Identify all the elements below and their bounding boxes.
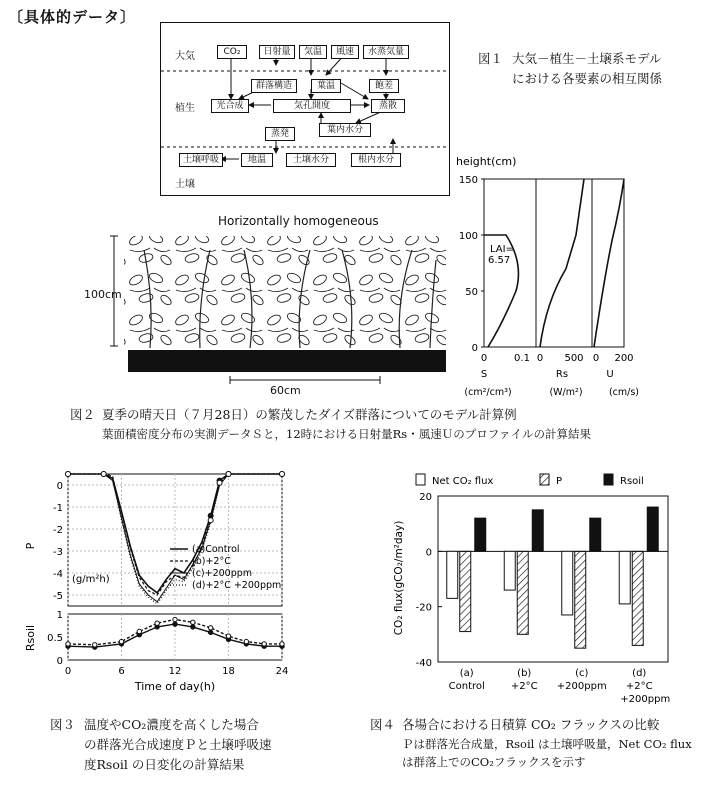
fig4-y-tick: 20 xyxy=(419,492,432,503)
fig4-category-name: +2°C xyxy=(510,681,538,692)
fig3-rsoil-point xyxy=(155,621,159,625)
layer-label-atmosphere: 大気 xyxy=(175,51,195,62)
layer-label-soil: 土壌 xyxy=(175,179,195,190)
fig4-y-tick: 0 xyxy=(425,547,432,559)
fig3-rsoil-point xyxy=(262,642,266,646)
fig4-bar xyxy=(590,518,601,551)
lai-label-2: 6.57 xyxy=(488,255,511,266)
fig4-category-name: +2°C xyxy=(625,681,653,692)
fig1-caption-label: 図１ xyxy=(478,51,504,66)
fig1-diagram xyxy=(160,22,450,196)
box-soil-respiration: 土壌呼吸 xyxy=(179,153,223,167)
fig2-y-tick: 0 xyxy=(471,343,478,354)
fig4-category-name: +200ppm xyxy=(556,681,607,692)
fig3-x-tick: 0 xyxy=(64,666,72,677)
fig3-caption-line3: 度Rsoil の日変化の計算結果 xyxy=(84,757,245,772)
fig4-category-id: (c) xyxy=(575,668,589,679)
fig2-x-tick: 0.1 xyxy=(514,353,530,364)
box-structure: 群落構造 xyxy=(251,79,297,93)
fig4-bar xyxy=(460,551,471,631)
fig3-top-ylabel: P xyxy=(24,542,37,550)
fig3-xlabel: Time of day(h) xyxy=(134,680,216,693)
fig2-x-tick: 0 xyxy=(480,353,488,364)
fig3-legend-label: (a)Control xyxy=(192,544,240,555)
fig4-bar xyxy=(647,507,658,551)
fig2-caption-line1: 夏季の晴天日（７月28日）の繁茂したダイズ群落についてのモデル計算例 xyxy=(102,407,517,422)
fig4-bar xyxy=(532,510,543,551)
fig3-rsoil-point xyxy=(191,620,195,624)
fig4-legend-label: Rsoil xyxy=(620,476,644,487)
box-stomata: 気孔開度 xyxy=(273,99,351,113)
fig3-point xyxy=(226,472,231,477)
fig3-caption-line1: 温度やCO₂濃度を高くした場合 xyxy=(84,717,259,732)
fig2-title: Horizontally homogeneous xyxy=(218,214,379,228)
canopy-width-label: 60cm xyxy=(270,384,301,397)
fig3-rsoil-point xyxy=(173,622,177,626)
fig3-legend-label: (d)+2°C +200ppm xyxy=(192,580,282,591)
fig4-bar xyxy=(632,551,643,645)
unit-u: (cm/s) xyxy=(608,387,640,398)
fig2-y-tick: 150 xyxy=(458,175,478,186)
box-leaf-water: 葉内水分 xyxy=(319,123,371,137)
fig3-x-tick: 12 xyxy=(168,666,182,677)
fig3-bottom-ylabel: Rsoil xyxy=(24,624,37,652)
fig3-unit: (g/m²h) xyxy=(72,574,110,585)
fig4-bar xyxy=(504,551,515,590)
fig2-x-tick: 200 xyxy=(614,353,634,364)
fig3-top-y-tick: -3 xyxy=(53,547,63,558)
box-transpiration: 蒸散 xyxy=(371,99,405,113)
fig3-x-tick: 18 xyxy=(222,666,235,677)
profile-u-curve xyxy=(594,179,624,347)
fig3-rsoil-point xyxy=(119,639,123,643)
fig2-axis-title: height(cm) xyxy=(456,155,517,168)
fig3-bottom-y-tick: 1 xyxy=(56,610,63,621)
fig4-caption-line1: 各場合における日積算 CO₂ フラックスの比較 xyxy=(402,717,660,732)
box-radiation: 日射量 xyxy=(259,45,295,59)
fig3-rsoil-point xyxy=(173,617,177,621)
fig3-legend-label: (c)+200ppm xyxy=(192,568,253,579)
fig3-chart xyxy=(20,466,300,706)
fig3-point xyxy=(66,472,71,477)
fig3-x-tick: 24 xyxy=(275,666,289,677)
fig4-bar xyxy=(517,551,528,634)
profile-rs-curve xyxy=(540,179,584,347)
fig3-top-y-tick: -1 xyxy=(53,503,63,514)
lai-label-1: LAI= xyxy=(490,243,514,255)
fig4-chart xyxy=(382,466,682,706)
fig3-rsoil-point xyxy=(93,643,97,647)
box-vapor: 水蒸気量 xyxy=(363,45,409,59)
fig3-bottom-y-tick: 0.5 xyxy=(47,633,63,644)
panel-name-rs: Rs xyxy=(555,369,569,380)
box-soil-water: 土壌水分 xyxy=(286,153,336,167)
fig3-rsoil-point xyxy=(66,642,70,646)
fig2-x-tick: 0 xyxy=(592,353,600,364)
fig4-y-tick: -20 xyxy=(415,602,432,614)
canopy-illustration xyxy=(80,230,460,390)
fig4-bar xyxy=(475,518,486,551)
fig4-legend-swatch xyxy=(604,474,613,485)
unit-s: (cm²/cm³) xyxy=(464,387,512,398)
fig3-top-y-tick: -5 xyxy=(53,591,63,602)
canopy-foliage xyxy=(124,236,446,346)
box-root-water: 根内水分 xyxy=(351,153,401,167)
fig2-x-tick: 500 xyxy=(564,353,584,364)
layer-label-vegetation: 植生 xyxy=(175,103,195,114)
fig3-legend-label: (b)+2°C xyxy=(192,556,231,567)
box-wind: 風速 xyxy=(331,45,359,59)
fig3-rsoil-point xyxy=(244,639,248,643)
box-soil-temp: 地温 xyxy=(241,153,273,167)
soil-block xyxy=(128,350,446,372)
fig3-rsoil-point xyxy=(280,642,284,646)
fig2-profile-chart xyxy=(440,155,700,403)
box-temp: 気温 xyxy=(299,45,327,59)
fig4-category-id: (d) xyxy=(632,668,647,679)
fig2-y-tick: 100 xyxy=(458,231,478,242)
fig4-bar xyxy=(562,551,573,615)
fig3-top-y-tick: -2 xyxy=(53,525,63,536)
fig4-bar xyxy=(619,551,630,604)
fig1-caption-line2: における各要素の相互関係 xyxy=(512,71,663,86)
fig4-caption-line2: Ｐは群落光合成量，Rsoil は土壌呼吸量，Net CO₂ flux xyxy=(402,737,692,751)
panel-name-s: S xyxy=(480,369,488,380)
fig3-rsoil-point xyxy=(208,630,212,634)
fig2-x-tick: 0 xyxy=(536,353,544,364)
fig4-caption-line3: は群落上でのCO₂フラックスを示す xyxy=(402,755,586,769)
fig4-category-id: (b) xyxy=(517,668,532,679)
box-photosynthesis: 光合成 xyxy=(211,99,249,113)
fig3-rsoil-point xyxy=(137,629,141,633)
fig4-legend-label: P xyxy=(556,476,563,487)
fig3-top-y-tick: -4 xyxy=(53,569,63,580)
panel-name-u: U xyxy=(606,369,614,380)
fig4-category-id: (a) xyxy=(459,668,474,679)
fig4-category-name: Control xyxy=(448,681,485,692)
fig3-top-y-tick: 0 xyxy=(56,481,63,492)
unit-rs: (W/m²) xyxy=(549,387,583,398)
box-co2: CO₂ xyxy=(217,45,247,59)
fig4-legend-swatch xyxy=(416,474,425,485)
section-heading: 〔具体的データ〕 xyxy=(8,8,137,26)
fig3-point xyxy=(280,472,285,477)
fig4-caption-label: 図４ xyxy=(370,717,396,732)
fig3-rsoil-point xyxy=(208,626,212,630)
fig3-point xyxy=(217,480,222,485)
box-vpd: 飽差 xyxy=(369,79,399,93)
fig4-bar xyxy=(575,551,586,648)
fig3-point xyxy=(101,472,106,477)
fig3-x-tick: 6 xyxy=(118,666,125,677)
fig3-rsoil-point xyxy=(191,625,195,629)
fig4-legend-swatch xyxy=(540,474,549,485)
fig3-bottom-y-tick: 0 xyxy=(56,656,63,667)
fig4-legend-label: Net CO₂ flux xyxy=(432,476,494,487)
fig2-y-tick: 50 xyxy=(465,287,478,298)
fig1-caption-line1: 大気－植生－土壌系モデル xyxy=(512,51,662,66)
fig4-bar xyxy=(447,551,458,598)
fig3-rsoil-point xyxy=(226,634,230,638)
fig3-caption-label: 図３ xyxy=(50,717,76,732)
fig2-caption-line2: 葉面積密度分布の実測データＳと，12時における日射量Rs・風速Ｕのプロファイルの計算結果 xyxy=(102,427,591,441)
box-evaporation: 蒸発 xyxy=(265,127,295,141)
fig4-y-tick: -40 xyxy=(415,658,432,669)
fig4-category-extra: +200ppm xyxy=(620,694,671,705)
box-leaftemp: 葉温 xyxy=(311,79,341,93)
fig2-caption-label: 図２ xyxy=(70,407,96,422)
fig4-ylabel: CO₂ flux(gCO₂/m²day) xyxy=(393,520,405,636)
canopy-height-label: 100cm xyxy=(84,288,122,301)
fig3-point xyxy=(208,518,213,523)
fig3-caption-line2: の群落光合成速度Ｐと土壌呼吸速 xyxy=(84,737,272,752)
